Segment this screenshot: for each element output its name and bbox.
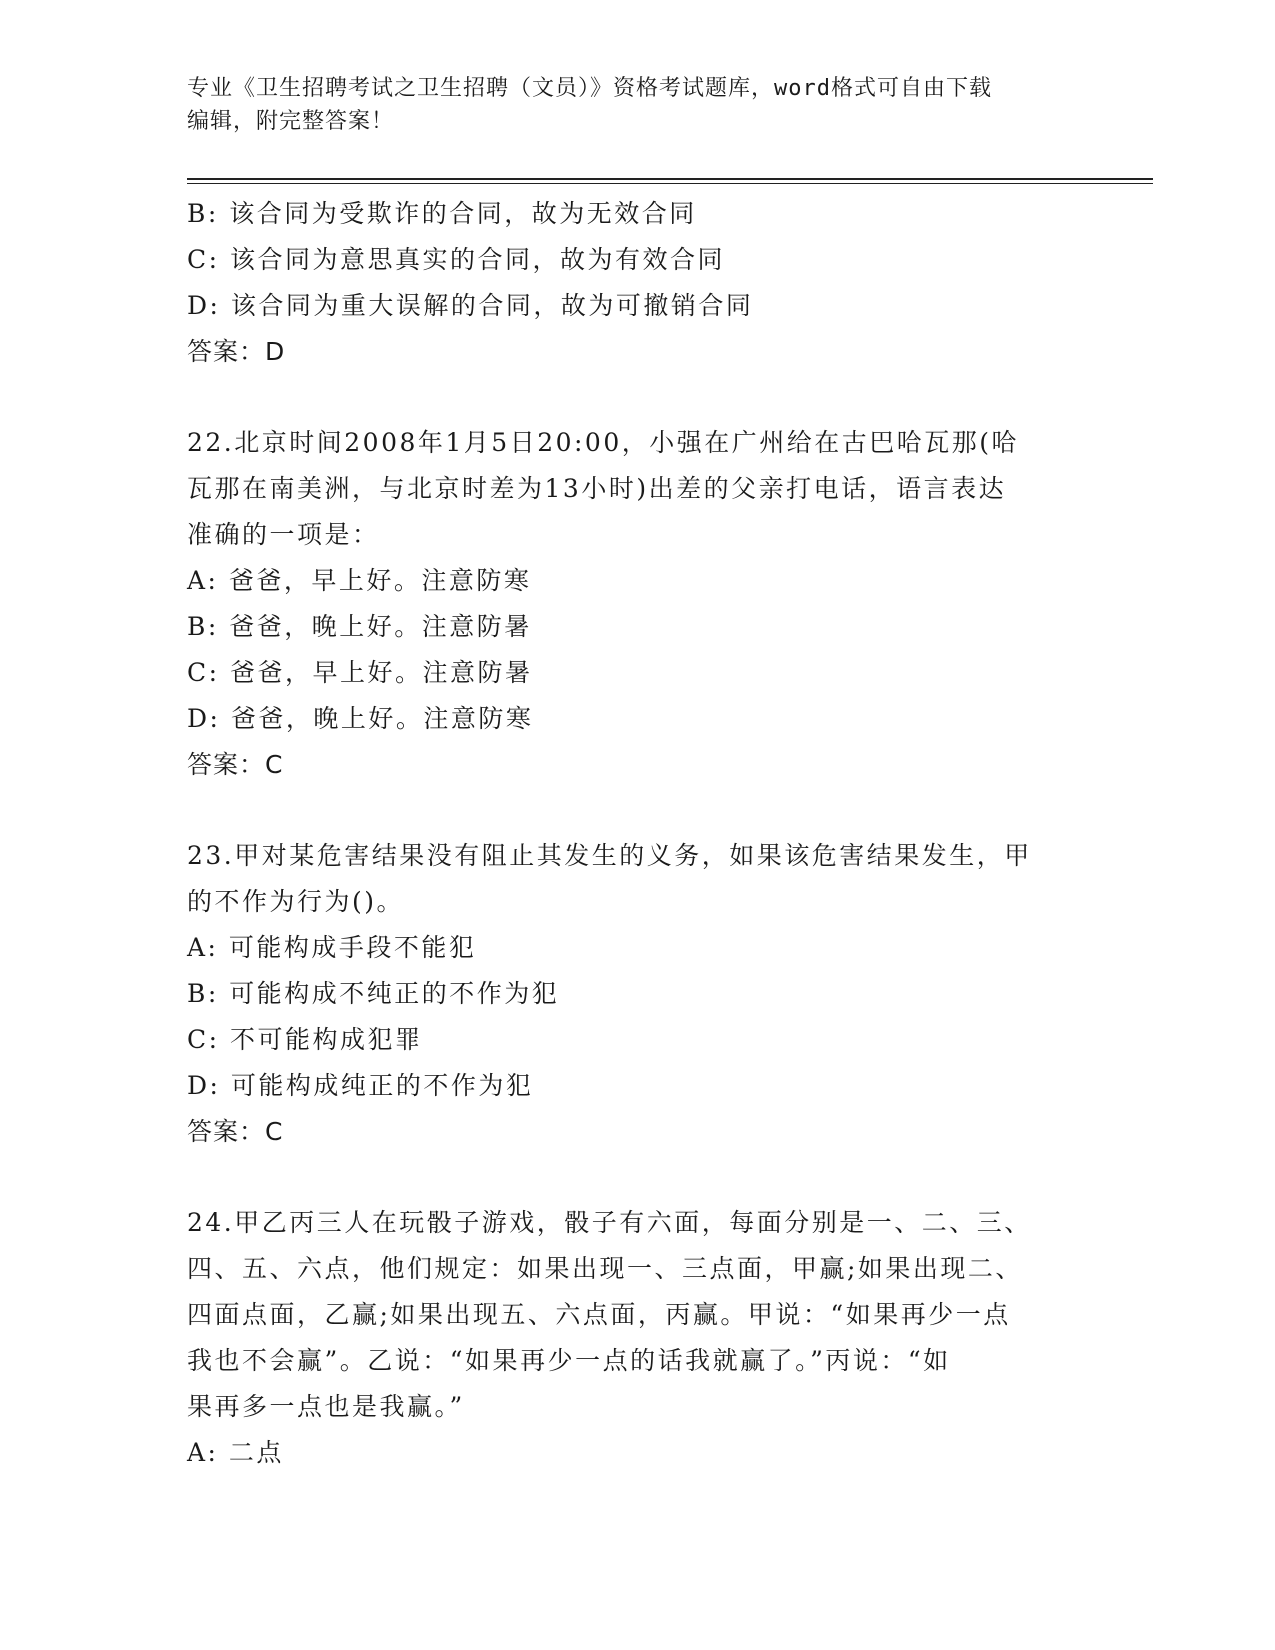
question-stem: 果再多一点也是我赢。” <box>187 1392 465 1421</box>
option-d: D: 可能构成纯正的不作为犯 <box>187 1071 534 1100</box>
option-b: B: 该合同为受欺诈的合同，故为无效合同 <box>187 199 697 228</box>
spacer <box>187 788 1087 833</box>
question-stem: 瓦那在南美洲，与北京时差为13小时)出差的父亲打电话，语言表达 <box>187 474 1007 503</box>
option-a: A: 爸爸，早上好。注意防寒 <box>187 566 532 595</box>
header-rule-thin <box>187 183 1153 184</box>
question-23 <box>187 833 1087 1155</box>
question-stem: 23.甲对某危害结果没有阻止其发生的义务，如果该危害结果发生，甲 <box>187 841 1032 870</box>
option-d: D: 爸爸，晚上好。注意防寒 <box>187 704 534 733</box>
question-stem: 准确的一项是： <box>187 520 380 549</box>
option-c: C: 该合同为意思真实的合同，故为有效合同 <box>187 245 725 274</box>
question-22 <box>187 420 1087 788</box>
question-stem: 24.甲乙丙三人在玩骰子游戏，骰子有六面，每面分别是一、二、三、 <box>187 1208 1032 1237</box>
header-rule-thick <box>187 178 1153 180</box>
question-stem: 四、五、六点，他们规定：如果出现一、三点面，甲赢;如果出现二、 <box>187 1254 1023 1283</box>
answer: 答案：D <box>187 337 286 366</box>
question-stem: 四面点面，乙赢;如果出现五、六点面，丙赢。甲说：“如果再少一点 <box>187 1300 1011 1329</box>
option-d: D: 该合同为重大误解的合同，故为可撤销合同 <box>187 291 754 320</box>
question-stem: 22.北京时间2008年1月5日20:00，小强在广州给在古巴哈瓦那(哈 <box>187 428 1019 457</box>
answer: 答案：C <box>187 750 284 779</box>
option-a: A: 可能构成手段不能犯 <box>187 933 477 962</box>
document-body <box>187 191 1087 1476</box>
question-stem: 的不作为行为()。 <box>187 887 405 916</box>
option-c: C: 不可能构成犯罪 <box>187 1025 423 1054</box>
option-b: B: 可能构成不纯正的不作为犯 <box>187 979 560 1008</box>
question-stem: 我也不会赢”。乙说：“如果再少一点的话我就赢了。”丙说：“如 <box>187 1346 951 1375</box>
header-line-1: 专业《卫生招聘考试之卫生招聘（文员）》资格考试题库，word格式可自由下载 <box>187 76 992 101</box>
header-line-2: 编辑，附完整答案！ <box>187 109 395 134</box>
option-a: A: 二点 <box>187 1438 284 1467</box>
document-header <box>187 72 1087 138</box>
spacer <box>187 1155 1087 1200</box>
question-21 <box>187 191 1087 375</box>
question-24 <box>187 1200 1087 1476</box>
spacer <box>187 375 1087 420</box>
option-b: B: 爸爸，晚上好。注意防暑 <box>187 612 532 641</box>
answer: 答案：C <box>187 1117 284 1146</box>
option-c: C: 爸爸，早上好。注意防暑 <box>187 658 533 687</box>
